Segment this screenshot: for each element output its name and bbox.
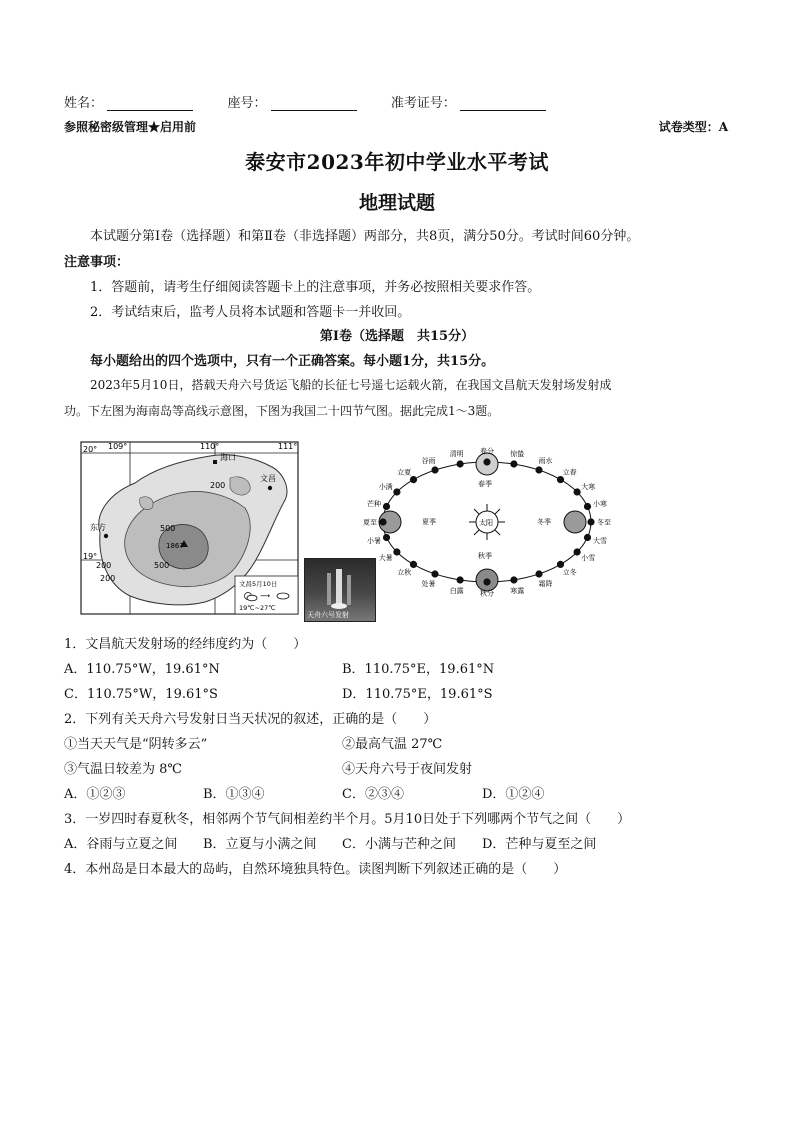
candidate-info-row [64,92,546,111]
answer-option[interactable]: C．②③④ [342,787,404,802]
solar-term-label: 谷雨 [421,457,436,465]
answer-option[interactable]: D．①②④ [482,787,545,802]
question-stem: 1．文昌航天发射场的经纬度约为（ ） [64,637,307,652]
exam-title: 泰安市2023年初中学业水平考试 [245,150,549,174]
note-item: 2．考试结束后，监考人员将本试题和答题卡一并收回。 [90,305,411,320]
answer-option[interactable]: A．谷雨与立夏之间 [64,837,178,852]
note-item: 1．答题前，请考生仔细阅读答题卡上的注意事项，并务必按照相关要求作答。 [90,280,541,295]
solar-term-label: 大雪 [593,536,607,545]
solar-term-dot [410,476,417,483]
solar-term-label: 小暑 [367,536,381,545]
contour-label: 500 [154,561,170,570]
lon-label: 111° [278,442,298,451]
solar-term-dot [535,570,542,577]
exam-no-label: 准考证号： [390,96,456,111]
name-label: 姓名： [64,96,104,111]
solar-term-dot [431,570,438,577]
solar-terms-diagram [362,432,612,612]
notes-heading: 注意事项： [64,255,130,270]
statement: ④天舟六号于夜间发射 [342,762,473,777]
solar-term-dot [574,548,581,555]
solar-term-dot [410,561,417,568]
solar-term-label: 白露 [449,587,464,596]
answer-option[interactable]: D．110.75°E，19.61°S [342,687,493,702]
place-label: 文昌 [260,474,276,483]
section-title: 第Ⅰ卷（选择题 共15分） [319,329,475,344]
contour-label: 1867 [166,542,184,550]
contour-label: 200 [96,561,112,570]
answer-option[interactable]: B．立夏与小满之间 [203,837,317,852]
solar-term-label: 清明 [449,449,464,458]
statement: ②最高气温 27℃ [342,737,443,752]
contour-label: 200 [210,481,226,490]
season-label: 秋季 [478,552,492,560]
sun-label: 太阳 [479,519,493,527]
place-label: 海口 [220,453,236,462]
question-stem: 2．下列有关天舟六号发射日当天状况的叙述，正确的是（ ） [64,712,437,727]
solar-term-label: 立秋 [397,568,412,577]
passage-line: 功。下左图为海南岛等高线示意图，下图为我国二十四节气图。据此完成1～3题。 [64,404,500,418]
solar-term-dot [557,476,564,483]
svg-text:⟶: ⟶ [260,592,271,600]
photo-caption: 天舟六号发射 [307,611,349,619]
solar-term-label: 芒种 [367,500,381,509]
question-stem: 3．一岁四时春夏秋冬，相邻两个节气间相差约半个月。5月10日处于下列哪两个节气之间（ ） [64,812,631,827]
solar-term-label: 立冬 [562,568,577,577]
answer-option[interactable]: C．小满与芒种之间 [342,837,456,852]
solar-term-dot [457,460,464,467]
name-field[interactable] [107,96,193,111]
solar-term-dot [510,576,517,583]
solar-term-label: 春分 [480,447,494,456]
weather-temp: 19℃~27℃ [239,604,276,612]
solar-term-label: 寒露 [510,587,525,596]
solar-term-dot [457,576,464,583]
contour-label: 500 [160,524,176,533]
solar-term-dot [431,466,438,473]
question-stem: 4．本州岛是日本最大的岛屿，自然环境独具特色。读图判断下列叙述正确的是（ ） [64,862,567,877]
subject-title: 地理试题 [358,192,435,214]
contour-label: 200 [100,574,116,583]
solar-term-label: 冬至 [597,518,611,527]
solar-term-label: 大暑 [378,554,393,562]
solar-term-label: 立春 [562,468,577,477]
solar-term-dot [383,534,390,541]
answer-option[interactable]: A．①②③ [64,787,126,802]
exam-no-field[interactable] [460,96,546,111]
lon-label: 109° [108,442,128,451]
solar-term-dot [557,561,564,568]
weather-date: 文昌5月10日 [239,580,278,588]
lat-label: 20° [83,445,98,454]
solar-term-dot [379,518,386,525]
solar-term-dot [584,534,591,541]
seat-field[interactable] [271,96,357,111]
season-label: 夏季 [422,518,436,526]
solar-term-label: 秋分 [480,589,494,598]
secrecy-label: 参照秘密级管理★启用前 [64,120,197,134]
solar-term-label: 小满 [378,483,393,491]
answer-option[interactable]: B．110.75°E，19.61°N [342,662,495,677]
solar-term-label: 雨水 [538,457,553,465]
solar-term-dot [510,460,517,467]
solar-term-dot [535,466,542,473]
solar-term-dot [383,503,390,510]
solar-term-dot [483,458,490,465]
solar-term-dot [393,548,400,555]
solar-term-dot [584,503,591,510]
solar-term-label: 惊蛰 [510,449,525,458]
solar-term-dot [574,488,581,495]
hainan-contour-map [80,438,300,616]
statement: ①当天天气是“阴转多云” [64,737,208,752]
solar-term-label: 处暑 [421,580,436,588]
seat-label: 座号： [227,96,267,111]
passage-line: 2023年5月10日，搭载天舟六号货运飞船的长征七号遥七运载火箭，在我国文昌航天发射场发射成 [90,378,612,392]
lon-label: 110° [200,442,220,451]
lat-label: 19° [83,552,98,561]
answer-option[interactable]: A．110.75°W，19.61°N [64,662,220,677]
season-label: 冬季 [537,518,551,526]
solar-term-dot [483,578,490,585]
season-label: 春季 [478,480,492,488]
answer-option[interactable]: C．110.75°W，19.61°S [64,687,218,702]
solar-term-dot [587,518,594,525]
place-label: 东方 [90,523,106,532]
solar-term-label: 大寒 [581,483,596,491]
solar-term-label: 立夏 [397,468,412,477]
answer-option[interactable]: B．①③④ [203,787,265,802]
solar-term-label: 夏至 [363,518,377,527]
solar-term-dot [393,488,400,495]
solar-term-label: 小寒 [593,500,607,509]
statement: ③气温日较差为 8℃ [64,762,182,777]
answer-option[interactable]: D．芒种与夏至之间 [482,837,597,852]
section-instruction: 每小题给出的四个选项中，只有一个正确答案。每小题1分，共15分。 [90,354,495,369]
paper-type-label: 试卷类型：A [658,120,728,134]
solar-term-label: 霜降 [538,580,553,588]
intro-text: 本试题分第Ⅰ卷（选择题）和第Ⅱ卷（非选择题）两部分，共8页，满分50分。考试时间60分钟。 [90,229,640,244]
solar-term-label: 小雪 [581,554,596,562]
